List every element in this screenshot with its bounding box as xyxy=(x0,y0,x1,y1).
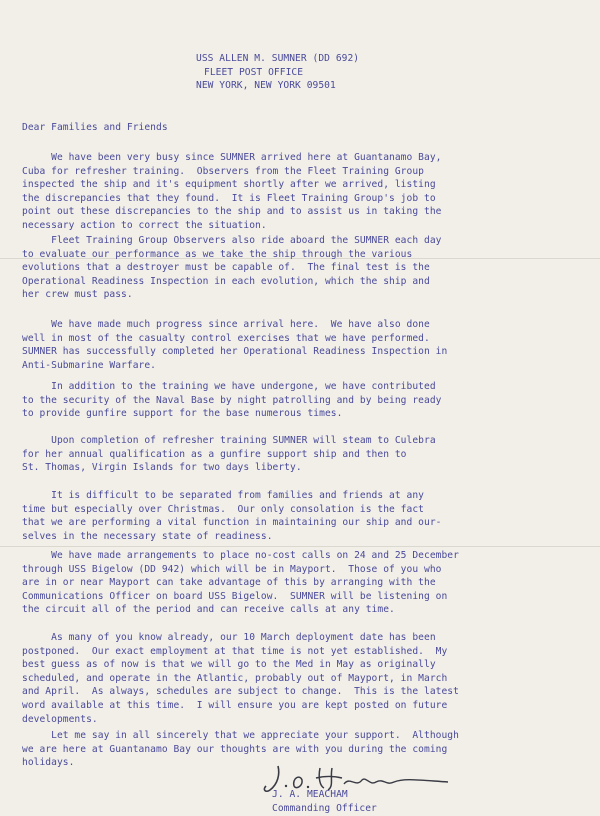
paragraph-training xyxy=(22,151,600,233)
letterhead xyxy=(196,52,456,93)
paragraph-line: Let me say in all sincerely that we appreciate your support. Although xyxy=(22,730,459,741)
paragraph-line: Cuba for refresher training. Observers from the Fleet Training Group xyxy=(22,165,424,177)
paragraph-christmas xyxy=(22,489,600,543)
paragraph-line: through USS Bigelow (DD 942) which will be in Mayport. Those of you who xyxy=(22,563,442,575)
paragraph-line: word available at this time. I will ensure you are kept posted on future xyxy=(22,699,448,711)
salutation: Dear Families and Friends xyxy=(22,122,168,133)
paragraph-line: for her annual qualification as a gunfire support ship and then to xyxy=(22,448,407,460)
paragraph-calls xyxy=(22,549,600,617)
paragraph-line: selves in the necessary state of readiness. xyxy=(22,530,273,542)
paragraph-line: her crew must pass. xyxy=(22,289,133,301)
paragraph-line: that we are performing a vital function in maintaining our ship and our- xyxy=(22,517,442,529)
paragraph-culebra xyxy=(22,434,600,475)
letterhead-ship: USS ALLEN M. SUMNER (DD 692) xyxy=(196,53,360,64)
paragraph-line: postponed. Our exact employment at that time is not yet established. My xyxy=(22,645,448,657)
paragraph-line: evolutions that a destroyer must be capable of. The final test is the xyxy=(22,262,430,274)
signatory-name: J. A. MEACHAM xyxy=(272,789,348,800)
paragraph-line: and April. As always, schedules are subject to change. This is the latest xyxy=(22,686,459,698)
paragraph-line: We have been very busy since SUMNER arrived here at Guantanamo Bay, xyxy=(22,152,442,163)
paragraph-line: to evaluate our performance as we take the ship through the various xyxy=(22,248,413,260)
paragraph-line: Upon completion of refresher training SUMNER will steam to Culebra xyxy=(22,435,436,446)
paragraph-line: Operational Readiness Inspection in each evolution, which the ship and xyxy=(22,275,430,287)
paragraph-line: It is difficult to be separated from families and friends at any xyxy=(22,490,424,501)
paragraph-line: holidays. xyxy=(22,757,75,769)
paragraph-line: Fleet Training Group Observers also ride aboard the SUMNER each day xyxy=(22,235,442,246)
paragraph-line: well in most of the casualty control exercises that we have performed. xyxy=(22,332,430,344)
paragraph-line: inspected the ship and it's equipment shortly after we arrived, listing xyxy=(22,179,436,191)
paragraph-line: Anti-Submarine Warfare. xyxy=(22,359,156,371)
paragraph-line: we are here at Guantanamo Bay our thoughts are with you during the coming xyxy=(22,743,448,755)
paper-fold-line xyxy=(0,546,600,547)
paragraph-line: to provide gunfire support for the base numerous times. xyxy=(22,408,343,420)
paragraph-line: point out these discrepancies to the ship and to assist us in taking the xyxy=(22,206,442,218)
paragraph-line: SUMNER has successfully completed her Operational Readiness Inspection in xyxy=(22,346,448,358)
paragraph-security xyxy=(22,380,600,421)
letterhead-post-office: FLEET POST OFFICE xyxy=(204,66,304,78)
paragraph-line: In addition to the training we have undergone, we have contributed xyxy=(22,381,436,392)
paragraph-line: We have made arrangements to place no-cost calls on 24 and 25 December xyxy=(22,550,459,561)
paragraph-progress xyxy=(22,318,600,372)
paragraph-observers xyxy=(22,234,600,302)
paragraph-line: Communications Officer on board USS Bigelow. SUMNER will be listening on xyxy=(22,590,448,602)
paragraph-line: the circuit all of the period and can receive calls at any time. xyxy=(22,604,395,616)
signatory-title: Commanding Officer xyxy=(272,803,377,814)
paragraph-line: are in or near Mayport can take advantage of this by arranging with the xyxy=(22,577,436,589)
paragraph-line: the discrepancies that they found. It is Fleet Training Group's job to xyxy=(22,192,436,204)
paragraph-line: best guess as of now is that we will go to the Med in May as originally xyxy=(22,659,436,671)
paragraph-line: developments. xyxy=(22,713,98,725)
paragraph-line: time but especially over Christmas. Our only consolation is the fact xyxy=(22,503,424,515)
paragraph-line: As many of you know already, our 10 March deployment date has been xyxy=(22,632,436,643)
paragraph-line: St. Thomas, Virgin Islands for two days liberty. xyxy=(22,462,302,474)
letterhead-city: NEW YORK, NEW YORK 09501 xyxy=(196,80,336,92)
paragraph-line: necessary action to correct the situation. xyxy=(22,219,267,231)
paragraph-line: We have made much progress since arrival here. We have also done xyxy=(22,319,430,330)
paragraph-deployment xyxy=(22,631,600,726)
paragraph-line: to the security of the Naval Base by night patrolling and by being ready xyxy=(22,394,442,406)
paragraph-line: scheduled, and operate in the Atlantic, probably out of Mayport, in March xyxy=(22,672,448,684)
